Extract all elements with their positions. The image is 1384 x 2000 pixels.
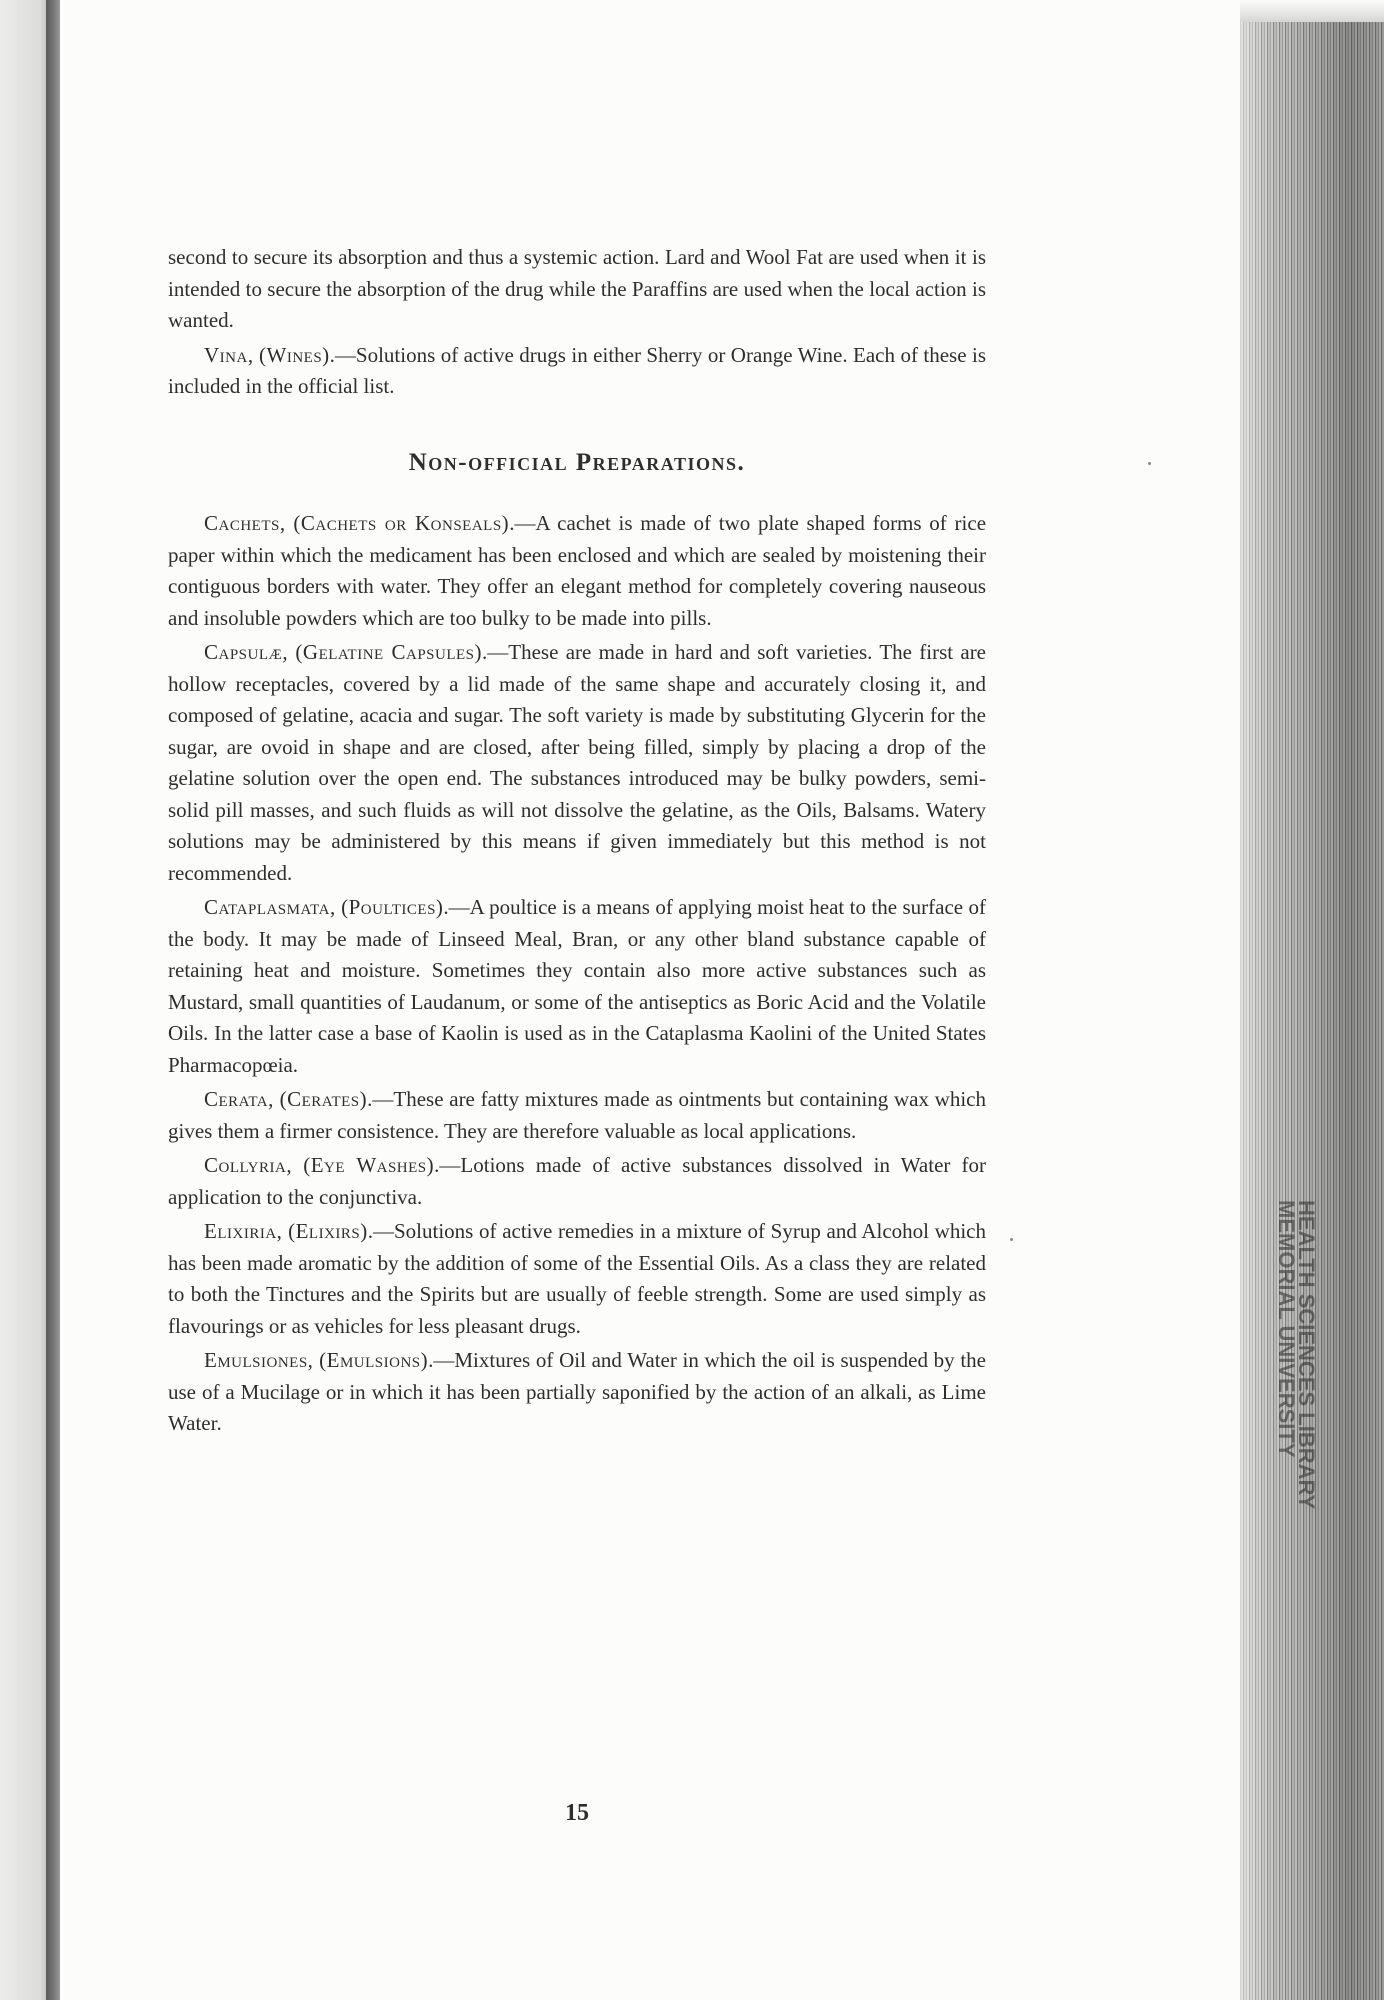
paragraph-intro bbox=[168, 242, 986, 337]
entry-gloss: (Elixirs) bbox=[288, 1219, 368, 1243]
entry-gloss: (Emulsions) bbox=[319, 1348, 429, 1372]
page-edges-top bbox=[1240, 0, 1384, 22]
entry-gloss: (Poultices) bbox=[341, 895, 444, 919]
entry-gloss: (Cachets or Konseals) bbox=[293, 511, 510, 535]
entry-cachets bbox=[168, 508, 986, 634]
scan-speck bbox=[1010, 1238, 1013, 1241]
scan-speck bbox=[1148, 462, 1151, 465]
entry-text: .—A poultice is a means of applying moist heat to the surface of the body. It may be made of Linseed Meal, Bran, or any other bland substance capable of retaining heat and moisture. Sometimes they contain also more active substances such as Mustard, small quantities of Laudanum, or some of the antiseptics as Boric Acid and the Volatile Oils. In the latter case a base of Kaolin is used as in the Cataplasma Kaolini of the United States Pharmacopœia. bbox=[168, 895, 987, 1077]
entry-text: .—Solutions of active drugs in either Sherry or Orange Wine. Each of these is included in the official list. bbox=[168, 342, 986, 398]
section-heading: Non-official Preparations. bbox=[408, 448, 746, 476]
book-page-edges-shading bbox=[1240, 22, 1384, 2000]
entry-text: .—These are made in hard and soft varieties. The first are hollow receptacles, covered by a lid made of the same shape and accurately closing it, and composed of gelatine, acacia and sugar. The soft variety is made by substituting Glycerin for the sugar, are ovoid in shape and are closed, after being filled, simply by placing a drop of the gelatine solution over the open end. The substances introduced may be bulky powders, semi-solid pill masses, and such fluids as will not dissolve the gelatine, as the Oils, Balsams. Watery solutions may be administered by this means if given immediately but this method is not recommended. bbox=[168, 640, 987, 885]
entry-capsulae bbox=[168, 637, 986, 889]
entry-text: .—A cachet is made of two plate shaped forms of rice paper within which the medicament has been enclosed and which are sealed by moistening their contiguous borders with water. They offer an elegant method for completely covering nauseous and insoluble powders which are too bulky to be made into pills. bbox=[168, 511, 987, 630]
entry-gloss: (Cerates) bbox=[279, 1087, 368, 1111]
entry-gloss: (Eye Washes) bbox=[303, 1153, 435, 1177]
book-binding-edge bbox=[46, 0, 60, 2000]
entry-term: Collyria, bbox=[204, 1153, 293, 1177]
entry-elixiria bbox=[168, 1216, 986, 1342]
entry-term: Cerata, bbox=[204, 1087, 274, 1111]
entry-collyria bbox=[168, 1150, 986, 1213]
entry-cataplasmata bbox=[168, 892, 986, 1081]
paragraph-vina bbox=[168, 340, 986, 403]
page-number: 15 bbox=[565, 1800, 589, 1826]
entry-cerata bbox=[168, 1084, 986, 1147]
intro-text: second to secure its absorption and thus a systemic action. Lard and Wool Fat are used when it is intended to secure the absorption of the drug while the Paraffins are used when the local action is wanted. bbox=[168, 245, 986, 332]
entry-text: .—Solutions of active remedies in a mixture of Syrup and Alcohol which has been made aromatic by the addition of some of the Essential Oils. As a class they are related to both the Tinctures and the Spirits but are usually of feeble strength. Some are used simply as flavourings or as vehicles for less pleasant drugs. bbox=[168, 1219, 987, 1338]
entry-text: .—Lotions made of active substances dissolved in Water for application to the conjunctiva. bbox=[168, 1153, 987, 1209]
body-text bbox=[168, 242, 986, 1440]
entry-text: .—These are fatty mixtures made as ointments but containing wax which gives them a firmer consistence. They are therefore valuable as local applications. bbox=[168, 1087, 986, 1143]
entry-text: .—Mixtures of Oil and Water in which the oil is suspended by the use of a Mucilage or in which it has been partially saponified by the action of an alkali, as Lime Water. bbox=[168, 1348, 987, 1435]
entry-term: Elixiria, bbox=[204, 1219, 283, 1243]
entry-gloss: (Wines) bbox=[259, 342, 330, 367]
entry-term: Cataplasmata, bbox=[204, 895, 336, 919]
left-page-margin bbox=[0, 0, 46, 2000]
entry-term: Vina, bbox=[204, 342, 254, 367]
entry-term: Cachets, bbox=[204, 511, 286, 535]
entry-gloss: (Gelatine Capsules) bbox=[295, 640, 483, 664]
entry-emulsiones bbox=[168, 1345, 986, 1440]
entry-term: Capsulæ, bbox=[204, 640, 289, 664]
entry-term: Emulsiones, bbox=[204, 1348, 314, 1372]
